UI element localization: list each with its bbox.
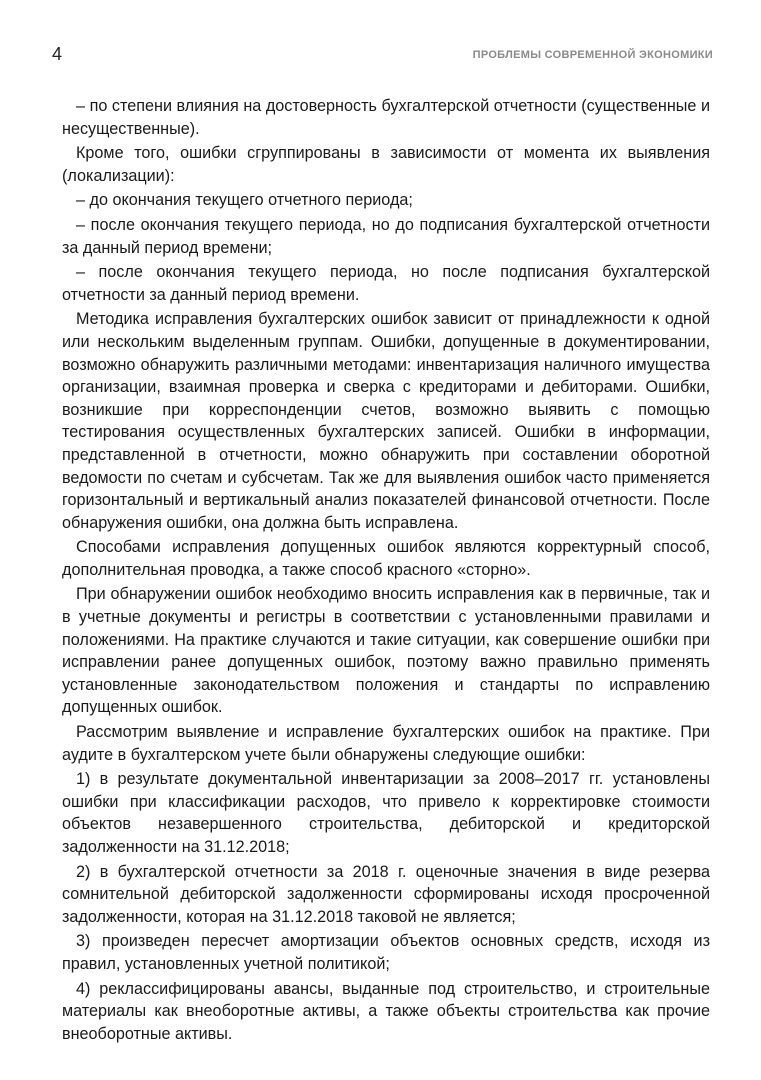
page-number: 4 bbox=[52, 44, 63, 64]
paragraph: Кроме того, ошибки сгруппированы в зависимости от момента их выявления (локализации): bbox=[62, 144, 710, 185]
paragraph: – по степени влияния на достоверность бухгалтерской отчетности (существенные и несущественные). bbox=[62, 97, 710, 138]
list-item: 4) реклассифицированы авансы, выданные под строительство, и строительные материалы как внеоборотные активы, а также объекты строительства как прочие внеоборотные активы. bbox=[62, 979, 710, 1043]
paragraph: – после окончания текущего периода, но после подписания бухгалтерской отчетности за данный период времени. bbox=[62, 263, 710, 304]
running-title: ПРОБЛЕМЫ СОВРЕМЕННОЙ ЭКОНОМИКИ bbox=[472, 49, 713, 61]
paragraph: Способами исправления допущенных ошибок являются корректурный способ, дополнительная проводка, а также способ красного «сторно». bbox=[62, 538, 710, 579]
paragraph: Рассмотрим выявление и исправление бухгалтерских ошибок на практике. При аудите в бухгалтерском учете были обнаружены следующие ошибки: bbox=[62, 723, 710, 764]
list-item: 1) в результате документальной инвентаризации за 2008–2017 гг. установлены ошибки при классификации расходов, что привело к корректировке стоимости объектов незавершенного строительства, дебиторской и кредиторской задолженности на 31.12.2018; bbox=[62, 770, 710, 856]
paragraph: – после окончания текущего периода, но до подписания бухгалтерской отчетности за данный период времени; bbox=[62, 215, 710, 257]
list-item: 2) в бухгалтерской отчетности за 2018 г. оценочные значения в виде резерва сомнительной дебиторской задолженности сформированы исходя просроченной задолженности, которая на 31.12.2018 таковой не является; bbox=[62, 862, 710, 926]
page-header bbox=[0, 0, 761, 90]
paragraph: – до окончания текущего отчетного периода; bbox=[76, 191, 413, 210]
paragraph: При обнаружении ошибок необходимо вносить исправления как в первичные, так и в учетные документы и регистры в соответствии с установленными правилами и положениями. На практике случаются и такие ситуации, как совершение ошибки при исправлении ранее допущенных ошибок, поэтому важно правильно применять установленные законодательством положения и стандарты по исправлению допущенных ошибок. bbox=[62, 585, 710, 717]
paragraph: Методика исправления бухгалтерских ошибок зависит от принадлежности к одной или нескольким выделенным группам. Ошибки, допущенные в документировании, возможно обнаружить различными методами: инвентаризация наличного имущества организации, взаимная проверка и сверка с кредиторами и дебиторами. Ошибки, возникшие при корреспонденции счетов, возможно выявить с помощью тестирования осуществленных бухгалтерских записей. Ошибки в информации, представленной в отчетности, можно обнаружить при составлении оборотной ведомости по счетам и субсчетам. Так же для выявления ошибок часто применяется горизонтальный и вертикальный анализ показателей финансовой отчетности. После обнаружения ошибки, она должна быть исправлена. bbox=[62, 310, 710, 532]
list-item: 3) произведен пересчет амортизации объектов основных средств, исходя из правил, установленных учетной политикой; bbox=[62, 932, 710, 973]
page-body bbox=[62, 95, 710, 1045]
